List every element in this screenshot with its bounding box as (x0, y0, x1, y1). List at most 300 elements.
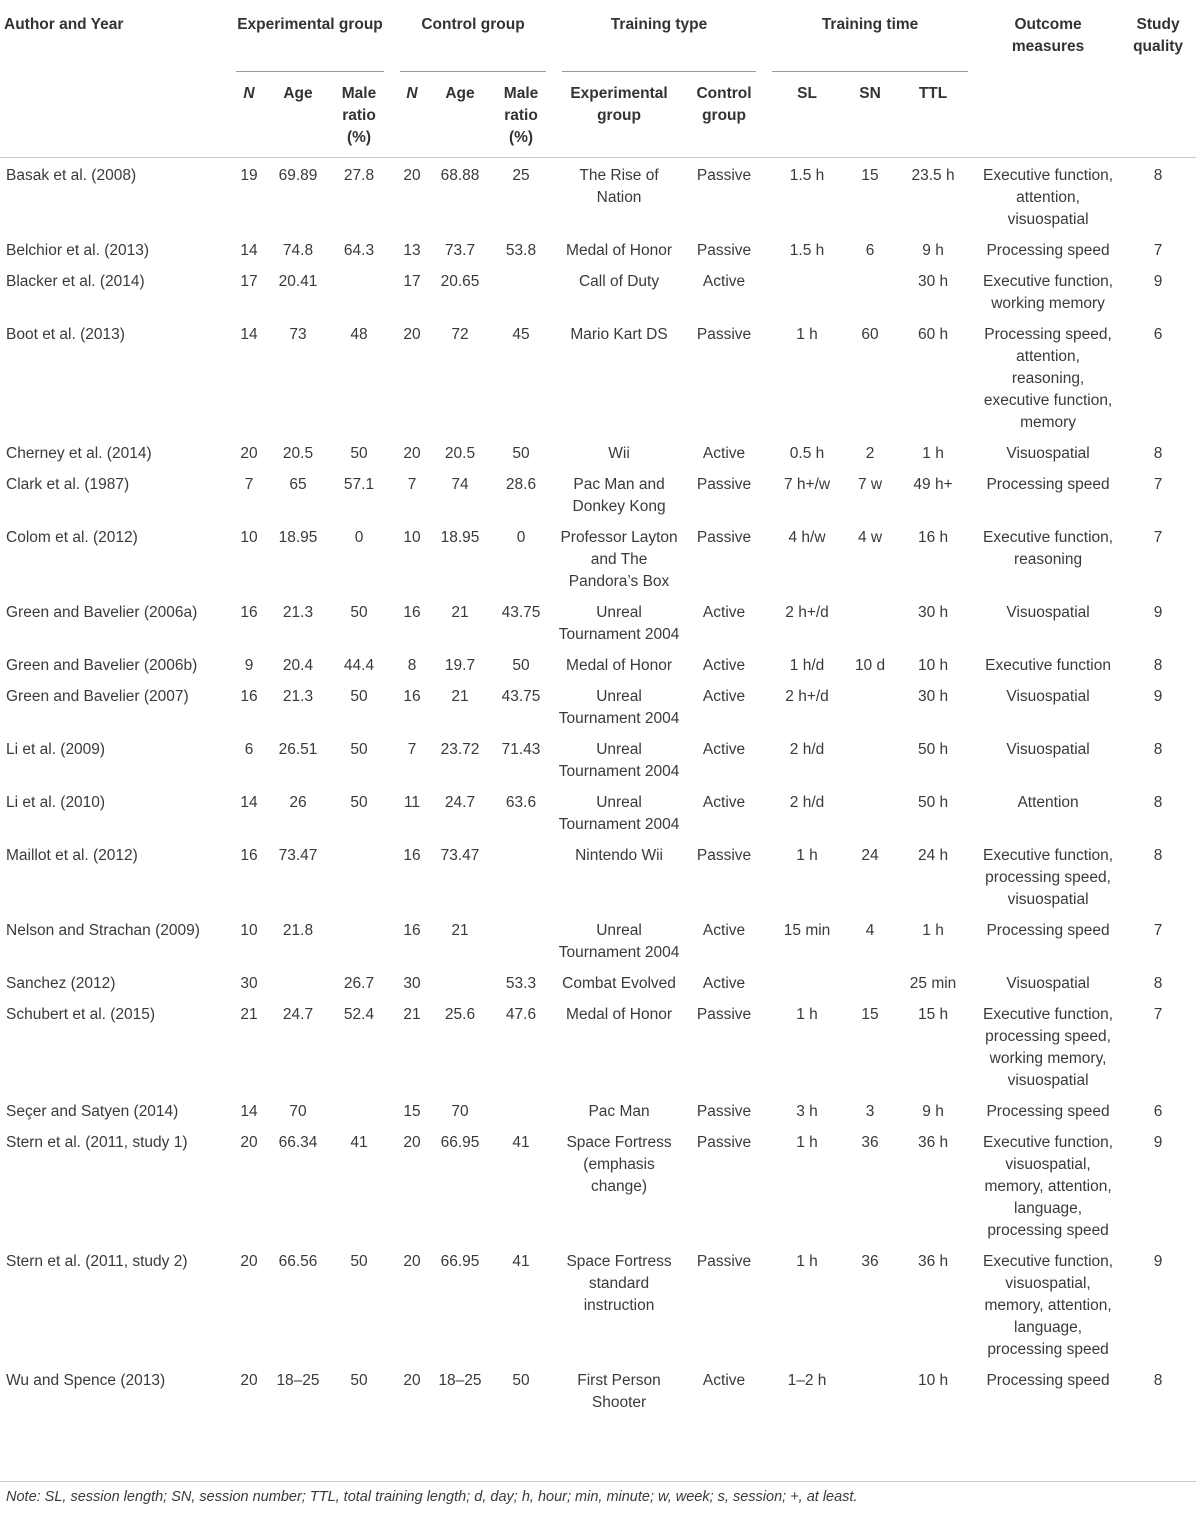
study-quality-cell: 8 (1153, 445, 1163, 462)
outcome-measures-cell: Processing speed (986, 1372, 1110, 1389)
exp-male-ratio-cell: 50 (350, 445, 368, 462)
author-cell: Maillot et al. (2012) (6, 847, 138, 864)
exp-n-cell: 14 (240, 1103, 258, 1120)
session-length-cell: 1 h (796, 847, 818, 864)
ctl-n-cell: 17 (403, 273, 421, 290)
study-quality-cell: 7 (1153, 529, 1163, 546)
training-control-cell: Active (702, 741, 746, 758)
exp-age-cell: 73.47 (278, 847, 318, 864)
ctl-male-ratio-cell: 53.3 (505, 975, 537, 992)
session-length-cell: 2 h/d (789, 741, 825, 758)
header-experimental-group: Experimental group (228, 6, 392, 72)
header-outcome-measures: Outcome measures (976, 6, 1120, 158)
session-number-cell: 7 w (857, 476, 883, 493)
table-row (0, 648, 1196, 679)
study-quality-cell: 7 (1153, 242, 1163, 259)
training-control-cell: Active (702, 1372, 746, 1389)
ctl-male-ratio-cell: 41 (512, 1134, 530, 1151)
exp-age-cell: 21.3 (282, 688, 314, 705)
table-row (0, 436, 1196, 467)
header-sn: SN (850, 72, 890, 158)
ctl-male-ratio-cell (488, 838, 554, 913)
study-quality-cell: 6 (1153, 1103, 1163, 1120)
outcome-measures-cell: Processing speed (986, 1103, 1110, 1120)
ctl-n-cell: 16 (403, 847, 421, 864)
ctl-n-cell: 20 (403, 1372, 421, 1389)
exp-male-ratio-cell: 50 (350, 688, 368, 705)
exp-male-ratio-cell (326, 838, 392, 913)
exp-n-cell: 20 (240, 1134, 258, 1151)
exp-age-cell: 21.3 (282, 604, 314, 621)
author-cell: Colom et al. (2012) (6, 529, 138, 546)
ctl-n-cell: 13 (403, 242, 421, 259)
training-control-cell: Passive (696, 1006, 752, 1023)
training-control-cell: Passive (696, 847, 752, 864)
author-cell: Blacker et al. (2014) (6, 273, 145, 290)
ctl-n-cell: 16 (403, 604, 421, 621)
study-quality-cell: 8 (1153, 1372, 1163, 1389)
header-training-experimental: Experimental group (554, 72, 684, 158)
header-ctl-age: Age (432, 72, 488, 158)
training-experimental-cell: Combat Evolved (562, 975, 676, 992)
outcome-measures-cell: Executive function, working memory (983, 273, 1114, 312)
author-cell: Seçer and Satyen (2014) (6, 1103, 179, 1120)
author-cell: Nelson and Strachan (2009) (6, 922, 200, 939)
outcome-measures-cell: Visuospatial (1006, 604, 1090, 621)
header-exp-age: Age (270, 72, 326, 158)
outcome-measures-cell: Executive function (985, 657, 1111, 674)
session-number-cell: 36 (861, 1134, 879, 1151)
header-ctl-n: N (392, 72, 432, 158)
author-cell: Green and Bavelier (2007) (6, 688, 189, 705)
table-row (0, 966, 1196, 997)
session-length-cell: 1.5 h (789, 167, 825, 184)
ctl-male-ratio-cell: 47.6 (505, 1006, 537, 1023)
ctl-n-cell: 20 (403, 1134, 421, 1151)
ctl-n-cell: 16 (403, 922, 421, 939)
exp-n-cell: 10 (240, 922, 258, 939)
outcome-measures-cell: Executive function, visuospatial, memory, attention, language, processing speed (983, 1253, 1114, 1358)
author-cell: Boot et al. (2013) (6, 326, 125, 343)
exp-male-ratio-cell: 50 (350, 1372, 368, 1389)
author-cell: Green and Bavelier (2006a) (6, 604, 198, 621)
session-number-cell (850, 595, 890, 648)
table-row (0, 233, 1196, 264)
author-cell: Stern et al. (2011, study 2) (6, 1253, 188, 1270)
training-experimental-cell: Nintendo Wii (575, 847, 663, 864)
exp-age-cell: 18–25 (276, 1372, 320, 1389)
author-cell: Green and Bavelier (2006b) (6, 657, 198, 674)
ctl-male-ratio-cell: 50 (512, 657, 530, 674)
exp-age-cell: 20.4 (282, 657, 314, 674)
ctl-n-cell: 16 (403, 688, 421, 705)
table-bottom-rule (0, 1481, 1196, 1482)
training-experimental-cell: Professor Layton and The Pandora’s Box (560, 529, 678, 590)
total-training-length-cell: 25 min (909, 975, 957, 992)
study-quality-cell: 9 (1153, 604, 1163, 621)
exp-male-ratio-cell (326, 1094, 392, 1125)
exp-male-ratio-cell: 50 (350, 741, 368, 758)
header-control-group: Control group (392, 6, 554, 72)
ctl-n-cell: 11 (403, 794, 421, 811)
table-row (0, 732, 1196, 785)
table-row (0, 467, 1196, 520)
exp-age-cell (270, 966, 326, 997)
training-control-cell: Active (702, 922, 746, 939)
exp-n-cell: 16 (240, 847, 258, 864)
ctl-n-cell: 8 (407, 657, 417, 674)
ctl-age-cell: 66.95 (440, 1134, 480, 1151)
exp-age-cell: 70 (289, 1103, 307, 1120)
table-body (0, 158, 1196, 1416)
training-experimental-cell: Wii (608, 445, 630, 462)
header-exp-n: N (228, 72, 270, 158)
ctl-age-cell: 21 (451, 688, 469, 705)
table-row (0, 785, 1196, 838)
ctl-age-cell: 18–25 (438, 1372, 482, 1389)
session-number-cell: 60 (861, 326, 879, 343)
ctl-n-cell: 15 (403, 1103, 421, 1120)
session-number-cell: 10 d (854, 657, 886, 674)
outcome-measures-cell: Executive function, visuospatial, memory, attention, language, processing speed (983, 1134, 1114, 1239)
session-length-cell: 7 h+/w (783, 476, 831, 493)
total-training-length-cell: 30 h (917, 604, 949, 621)
study-quality-cell: 8 (1153, 741, 1163, 758)
exp-age-cell: 24.7 (282, 1006, 314, 1023)
training-experimental-cell: Unreal Tournament 2004 (558, 794, 680, 833)
author-cell: Clark et al. (1987) (6, 476, 130, 493)
ctl-age-cell: 73.47 (440, 847, 480, 864)
training-control-cell: Active (702, 688, 746, 705)
study-quality-cell: 9 (1153, 1134, 1163, 1151)
training-control-cell: Passive (696, 326, 752, 343)
training-experimental-cell: Space Fortress standard instruction (566, 1253, 672, 1314)
exp-male-ratio-cell: 57.1 (343, 476, 375, 493)
author-cell: Belchior et al. (2013) (6, 242, 150, 259)
table-row (0, 1125, 1196, 1244)
exp-male-ratio-cell: 50 (350, 1253, 368, 1270)
training-control-cell: Passive (696, 167, 752, 184)
training-experimental-cell: Medal of Honor (566, 657, 673, 674)
study-quality-cell: 7 (1153, 476, 1163, 493)
total-training-length-cell: 16 h (917, 529, 949, 546)
study-quality-cell: 8 (1153, 657, 1163, 674)
exp-n-cell: 20 (240, 1253, 258, 1270)
session-length-cell: 2 h+/d (785, 604, 829, 621)
session-length-cell: 1 h (796, 326, 818, 343)
training-control-cell: Active (702, 657, 746, 674)
training-experimental-cell: The Rise of Nation (579, 167, 659, 206)
study-quality-cell: 8 (1153, 167, 1163, 184)
study-quality-cell: 9 (1153, 273, 1163, 290)
study-quality-cell: 8 (1153, 794, 1163, 811)
author-cell: Stern et al. (2011, study 1) (6, 1134, 188, 1151)
total-training-length-cell: 9 h (922, 1103, 944, 1120)
header-row-main (0, 6, 1196, 72)
exp-age-cell: 73 (289, 326, 307, 343)
ctl-male-ratio-cell (488, 1094, 554, 1125)
total-training-length-cell: 1 h (922, 922, 944, 939)
table-row (0, 1244, 1196, 1363)
training-experimental-cell: Unreal Tournament 2004 (558, 922, 680, 961)
outcome-measures-cell: Executive function, reasoning (983, 529, 1114, 568)
exp-n-cell: 17 (240, 273, 258, 290)
table-row (0, 838, 1196, 913)
exp-n-cell: 7 (244, 476, 254, 493)
table-row (0, 997, 1196, 1094)
training-experimental-cell: Medal of Honor (566, 1006, 673, 1023)
total-training-length-cell: 50 h (917, 794, 949, 811)
ctl-n-cell: 20 (403, 167, 421, 184)
training-control-cell: Passive (696, 476, 752, 493)
ctl-age-cell: 21 (451, 604, 469, 621)
exp-male-ratio-cell: 27.8 (343, 167, 375, 184)
session-number-cell: 15 (861, 167, 879, 184)
session-number-cell: 24 (861, 847, 879, 864)
study-quality-cell: 8 (1153, 847, 1163, 864)
table-row (0, 158, 1196, 233)
session-number-cell (850, 1363, 890, 1416)
exp-age-cell: 20.41 (278, 273, 318, 290)
session-length-cell: 1.5 h (789, 242, 825, 259)
header-training-type: Training type (554, 6, 764, 72)
training-experimental-cell: Pac Man and Donkey Kong (572, 476, 666, 515)
total-training-length-cell: 15 h (917, 1006, 949, 1023)
table-row (0, 520, 1196, 595)
outcome-measures-cell: Executive function, processing speed, working memory, visuospatial (983, 1006, 1114, 1089)
session-number-cell (850, 966, 890, 997)
ctl-age-cell (432, 966, 488, 997)
ctl-age-cell: 24.7 (444, 794, 476, 811)
author-cell: Basak et al. (2008) (6, 167, 137, 184)
header-author-year: Author and Year (0, 6, 228, 158)
ctl-male-ratio-cell (488, 264, 554, 317)
total-training-length-cell: 30 h (917, 273, 949, 290)
ctl-n-cell: 7 (407, 741, 417, 758)
session-length-cell: 1 h (796, 1134, 818, 1151)
session-number-cell: 36 (861, 1253, 879, 1270)
session-number-cell: 3 (865, 1103, 875, 1120)
ctl-n-cell: 7 (407, 476, 417, 493)
exp-n-cell: 14 (240, 326, 258, 343)
training-control-cell: Active (702, 604, 746, 621)
total-training-length-cell: 30 h (917, 688, 949, 705)
exp-male-ratio-cell: 44.4 (343, 657, 375, 674)
exp-n-cell: 21 (240, 1006, 258, 1023)
header-training-control: Control group (684, 72, 764, 158)
training-control-cell: Passive (696, 242, 752, 259)
session-length-cell: 1 h/d (789, 657, 825, 674)
training-experimental-cell: Unreal Tournament 2004 (558, 741, 680, 780)
ctl-age-cell: 21 (451, 922, 469, 939)
exp-male-ratio-cell: 0 (354, 529, 364, 546)
author-cell: Li et al. (2010) (6, 794, 106, 811)
ctl-n-cell: 21 (403, 1006, 421, 1023)
total-training-length-cell: 10 h (917, 1372, 949, 1389)
exp-male-ratio-cell: 50 (350, 604, 368, 621)
ctl-age-cell: 72 (451, 326, 469, 343)
study-quality-cell: 9 (1153, 1253, 1163, 1270)
training-experimental-cell: Space Fortress (emphasis change) (566, 1134, 672, 1195)
outcome-measures-cell: Executive function, attention, visuospatial (983, 167, 1114, 228)
table-row (0, 1363, 1196, 1416)
exp-age-cell: 69.89 (278, 167, 318, 184)
training-experimental-cell: Medal of Honor (566, 242, 673, 259)
outcome-measures-cell: Visuospatial (1006, 688, 1090, 705)
session-number-cell (850, 679, 890, 732)
ctl-age-cell: 25.6 (444, 1006, 476, 1023)
training-experimental-cell: Unreal Tournament 2004 (558, 604, 680, 643)
studies-table (0, 6, 1196, 1416)
exp-male-ratio-cell: 52.4 (343, 1006, 375, 1023)
table-row (0, 913, 1196, 966)
session-length-cell (764, 966, 850, 997)
exp-n-cell: 14 (240, 794, 258, 811)
table-row (0, 595, 1196, 648)
ctl-male-ratio-cell: 0 (516, 529, 526, 546)
exp-male-ratio-cell: 48 (350, 326, 368, 343)
ctl-n-cell: 20 (403, 1253, 421, 1270)
ctl-male-ratio-cell (488, 913, 554, 966)
ctl-age-cell: 20.65 (440, 273, 480, 290)
exp-age-cell: 26 (289, 794, 307, 811)
session-length-cell: 1 h (796, 1006, 818, 1023)
total-training-length-cell: 36 h (917, 1253, 949, 1270)
ctl-n-cell: 30 (403, 975, 421, 992)
training-experimental-cell: Pac Man (588, 1103, 650, 1120)
training-control-cell: Active (702, 445, 746, 462)
session-number-cell (850, 785, 890, 838)
exp-n-cell: 10 (240, 529, 258, 546)
author-cell: Sanchez (2012) (6, 975, 116, 992)
header-ctl-male-ratio: Male ratio (%) (488, 72, 554, 158)
outcome-measures-cell: Executive function, processing speed, visuospatial (983, 847, 1114, 908)
ctl-male-ratio-cell: 25 (512, 167, 530, 184)
outcome-measures-cell: Processing speed (986, 476, 1110, 493)
session-number-cell: 15 (861, 1006, 879, 1023)
ctl-age-cell: 68.88 (440, 167, 480, 184)
outcome-measures-cell: Processing speed (986, 922, 1110, 939)
session-length-cell: 4 h/w (788, 529, 826, 546)
study-quality-cell: 7 (1153, 1006, 1163, 1023)
session-number-cell: 4 w (857, 529, 883, 546)
outcome-measures-cell: Visuospatial (1006, 445, 1090, 462)
total-training-length-cell: 9 h (922, 242, 944, 259)
table-row (0, 1094, 1196, 1125)
ctl-male-ratio-cell: 41 (512, 1253, 530, 1270)
exp-age-cell: 74.8 (282, 242, 314, 259)
training-experimental-cell: Unreal Tournament 2004 (558, 688, 680, 727)
exp-n-cell: 19 (240, 167, 258, 184)
session-number-cell: 2 (865, 445, 875, 462)
total-training-length-cell: 23.5 h (911, 167, 955, 184)
exp-male-ratio-cell: 50 (350, 794, 368, 811)
ctl-age-cell: 70 (451, 1103, 469, 1120)
session-length-cell: 3 h (796, 1103, 818, 1120)
table-row (0, 317, 1196, 436)
exp-n-cell: 9 (244, 657, 254, 674)
ctl-n-cell: 20 (403, 326, 421, 343)
session-length-cell (764, 264, 850, 317)
training-control-cell: Passive (696, 1103, 752, 1120)
total-training-length-cell: 1 h (922, 445, 944, 462)
total-training-length-cell: 36 h (917, 1134, 949, 1151)
exp-age-cell: 26.51 (278, 741, 318, 758)
table-note: Note: SL, session length; SN, session number; TTL, total training length; d, day; h, hour; min, minute; w, week; s, session; +, at least. (6, 1489, 858, 1505)
exp-n-cell: 16 (240, 688, 258, 705)
outcome-measures-cell: Processing speed, attention, reasoning, executive function, memory (983, 326, 1113, 431)
exp-male-ratio-cell: 64.3 (343, 242, 375, 259)
ctl-n-cell: 20 (403, 445, 421, 462)
ctl-age-cell: 73.7 (444, 242, 476, 259)
session-number-cell: 4 (865, 922, 875, 939)
header-exp-male-ratio: Male ratio (%) (326, 72, 392, 158)
ctl-male-ratio-cell: 71.43 (501, 741, 541, 758)
total-training-length-cell: 10 h (917, 657, 949, 674)
exp-male-ratio-cell (326, 264, 392, 317)
ctl-age-cell: 18.95 (440, 529, 480, 546)
author-cell: Wu and Spence (2013) (6, 1372, 166, 1389)
header-study-quality: Study quality (1120, 6, 1196, 158)
ctl-male-ratio-cell: 45 (512, 326, 530, 343)
outcome-measures-cell: Processing speed (986, 242, 1110, 259)
author-cell: Li et al. (2009) (6, 741, 106, 758)
training-control-cell: Active (702, 273, 746, 290)
author-cell: Cherney et al. (2014) (6, 445, 152, 462)
exp-age-cell: 18.95 (278, 529, 318, 546)
ctl-n-cell: 10 (403, 529, 421, 546)
ctl-male-ratio-cell: 50 (512, 1372, 530, 1389)
outcome-measures-cell: Visuospatial (1006, 741, 1090, 758)
exp-age-cell: 21.8 (282, 922, 314, 939)
outcome-measures-cell: Attention (1017, 794, 1079, 811)
exp-age-cell: 20.5 (282, 445, 314, 462)
training-control-cell: Passive (696, 529, 752, 546)
session-number-cell (850, 264, 890, 317)
header-sl: SL (764, 72, 850, 158)
table-row (0, 264, 1196, 317)
table-row (0, 679, 1196, 732)
exp-male-ratio-cell (326, 913, 392, 966)
exp-n-cell: 30 (240, 975, 258, 992)
header-training-time: Training time (764, 6, 976, 72)
ctl-male-ratio-cell: 43.75 (501, 604, 541, 621)
session-length-cell: 0.5 h (789, 445, 825, 462)
author-cell: Schubert et al. (2015) (6, 1006, 156, 1023)
ctl-male-ratio-cell: 50 (512, 445, 530, 462)
total-training-length-cell: 24 h (917, 847, 949, 864)
training-control-cell: Active (702, 794, 746, 811)
outcome-measures-cell: Visuospatial (1006, 975, 1090, 992)
exp-n-cell: 14 (240, 242, 258, 259)
ctl-male-ratio-cell: 28.6 (505, 476, 537, 493)
training-experimental-cell: Call of Duty (578, 273, 660, 290)
exp-n-cell: 20 (240, 1372, 258, 1389)
ctl-male-ratio-cell: 43.75 (501, 688, 541, 705)
training-experimental-cell: Mario Kart DS (570, 326, 668, 343)
ctl-age-cell: 66.95 (440, 1253, 480, 1270)
exp-n-cell: 6 (244, 741, 254, 758)
exp-n-cell: 16 (240, 604, 258, 621)
total-training-length-cell: 60 h (917, 326, 949, 343)
ctl-age-cell: 74 (451, 476, 469, 493)
exp-age-cell: 66.34 (278, 1134, 318, 1151)
session-length-cell: 1–2 h (787, 1372, 827, 1389)
session-number-cell: 6 (865, 242, 875, 259)
exp-n-cell: 20 (240, 445, 258, 462)
study-quality-cell: 7 (1153, 922, 1163, 939)
exp-age-cell: 65 (289, 476, 307, 493)
